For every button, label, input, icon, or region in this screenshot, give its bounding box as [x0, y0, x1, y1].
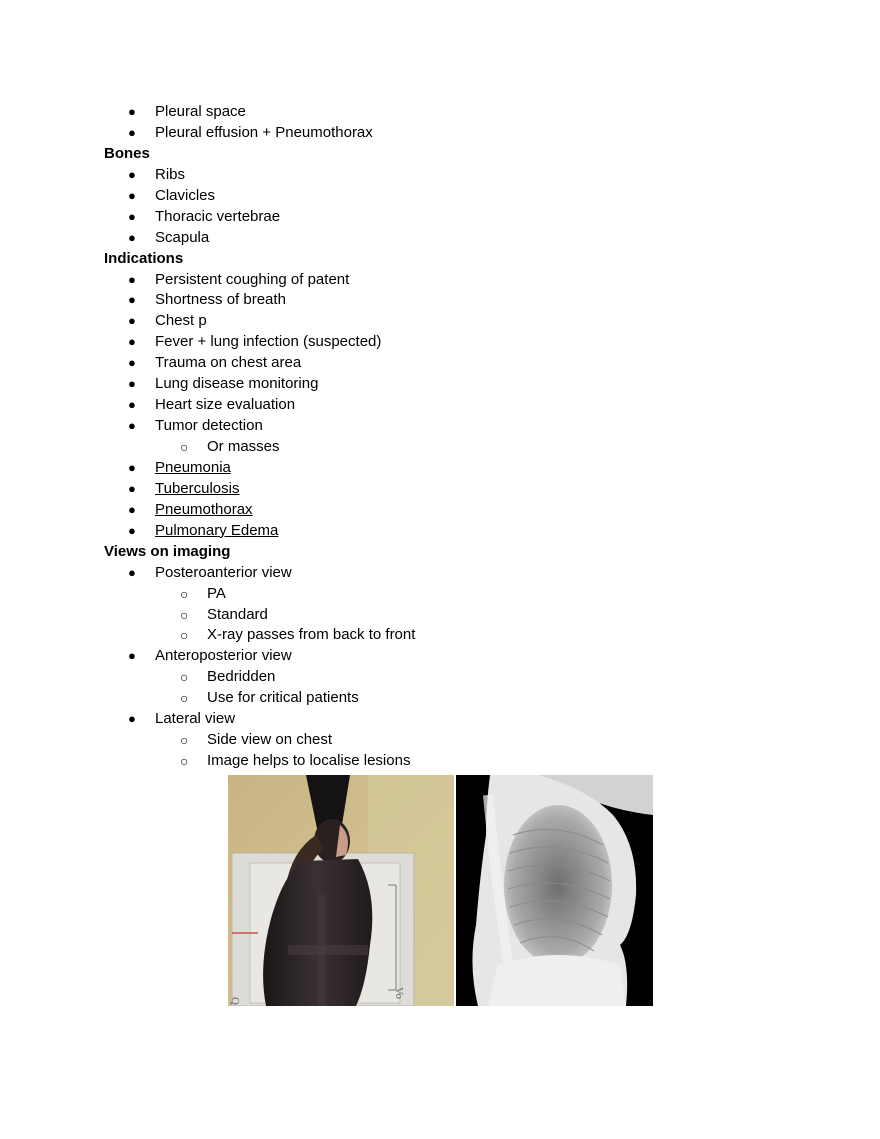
circle-bullet-icon: ○ [180, 606, 189, 623]
positioning-photo [228, 775, 454, 1006]
bullet-icon: ● [128, 166, 136, 182]
list-item-text: Scapula [155, 228, 210, 246]
list-item-text: Tumor detection [155, 417, 263, 435]
section-heading-indications: Indications [104, 249, 184, 267]
sub-list-item [0, 730, 880, 751]
list-item [0, 228, 880, 249]
list-item-text: Persistent coughing of patent [155, 270, 350, 288]
list-item [0, 374, 880, 395]
list-item [0, 416, 880, 437]
bullet-icon: ● [128, 229, 136, 245]
link-tuberculosis[interactable]: Tuberculosis [155, 479, 240, 497]
circle-bullet-icon: ○ [180, 585, 189, 602]
list-item-text: Lung disease monitoring [155, 375, 319, 393]
list-item [0, 563, 880, 584]
list-item-text: Pleural space [155, 103, 246, 120]
list-item [0, 165, 880, 186]
link-pneumothorax[interactable]: Pneumothorax [155, 500, 253, 518]
list-item [0, 500, 880, 521]
list-item-text: Posteroanterior view [155, 563, 292, 581]
circle-bullet-icon: ○ [180, 732, 189, 749]
list-item-text: Or masses [207, 438, 280, 455]
sub-list-item [0, 667, 880, 688]
list-item-text: Heart size evaluation [155, 396, 296, 414]
list-item [0, 270, 880, 291]
list-item [0, 458, 880, 479]
circle-bullet-icon: ○ [180, 627, 189, 644]
list-item [0, 395, 880, 416]
sub-list-item [0, 688, 880, 709]
bullet-icon: ● [128, 459, 136, 475]
sub-list-item [0, 605, 880, 626]
list-item [0, 186, 880, 207]
bullet-icon: ● [128, 564, 136, 580]
sub-list-item [0, 584, 880, 605]
document-page [0, 102, 880, 772]
bullet-icon: ● [128, 418, 136, 434]
bullet-icon: ● [128, 648, 136, 664]
list-item [0, 123, 880, 144]
list-item [0, 521, 880, 542]
bullet-icon: ● [128, 124, 136, 140]
detector-label-right: Vo [393, 987, 405, 1000]
bullet-icon: ● [128, 397, 136, 413]
bullet-icon: ● [128, 376, 136, 392]
list-item-text: Lateral view [155, 710, 236, 728]
bullet-icon: ● [128, 313, 136, 329]
circle-bullet-icon: ○ [180, 439, 189, 455]
list-item [0, 290, 880, 311]
detector-label-left: Q [229, 997, 241, 1005]
list-item-text: Thoracic vertebrae [155, 207, 281, 225]
list-item [0, 353, 880, 374]
list-item-text: Fever + lung infection (suspected) [155, 333, 382, 351]
list-item-text: Trauma on chest area [155, 354, 302, 372]
list-item [0, 102, 880, 123]
list-item-text: Pleural effusion + Pneumothorax [155, 123, 373, 141]
list-item [0, 709, 880, 730]
list-item-text: Chest p [155, 312, 207, 330]
bullet-icon: ● [128, 292, 136, 308]
link-pneumonia[interactable]: Pneumonia [155, 458, 231, 476]
section-heading-views: Views on imaging [104, 542, 231, 560]
list-item-text: Side view on chest [207, 731, 333, 749]
bullet-icon: ● [128, 104, 136, 119]
circle-bullet-icon: ○ [180, 690, 189, 707]
bullet-icon: ● [128, 522, 136, 538]
bullet-icon: ● [128, 187, 136, 203]
list-item [0, 332, 880, 353]
list-item-text: Image helps to localise lesions [207, 752, 411, 770]
list-item-text: Shortness of breath [155, 291, 286, 309]
list-item-text: Anteroposterior view [155, 647, 292, 665]
bullet-icon: ● [128, 355, 136, 371]
bullet-icon: ● [128, 271, 136, 287]
sub-list-item [0, 625, 880, 646]
list-item-text: Use for critical patients [207, 689, 359, 707]
circle-bullet-icon: ○ [180, 669, 189, 686]
list-item [0, 646, 880, 667]
list-item-text: Ribs [155, 165, 186, 183]
lateral-view-figure [228, 775, 653, 1006]
bullet-icon: ● [128, 480, 136, 496]
list-item-text: PA [207, 584, 226, 602]
link-pulmonary-edema[interactable]: Pulmonary Edema [155, 521, 279, 539]
bullet-icon: ● [128, 334, 136, 350]
list-item-text: X-ray passes from back to front [207, 626, 416, 644]
lateral-chest-xray [456, 775, 653, 1006]
list-item [0, 207, 880, 228]
bullet-icon: ● [128, 208, 136, 224]
sub-list-item [0, 751, 880, 772]
bullet-icon: ● [128, 501, 136, 517]
sub-list-item [0, 437, 880, 458]
list-item-text: Clavicles [155, 186, 216, 204]
section-heading-bones: Bones [104, 144, 150, 162]
list-item-text: Standard [207, 605, 268, 623]
circle-bullet-icon: ○ [180, 753, 189, 770]
bullet-icon: ● [128, 711, 136, 727]
list-item [0, 311, 880, 332]
list-item-text: Bedridden [207, 668, 276, 686]
list-item [0, 479, 880, 500]
